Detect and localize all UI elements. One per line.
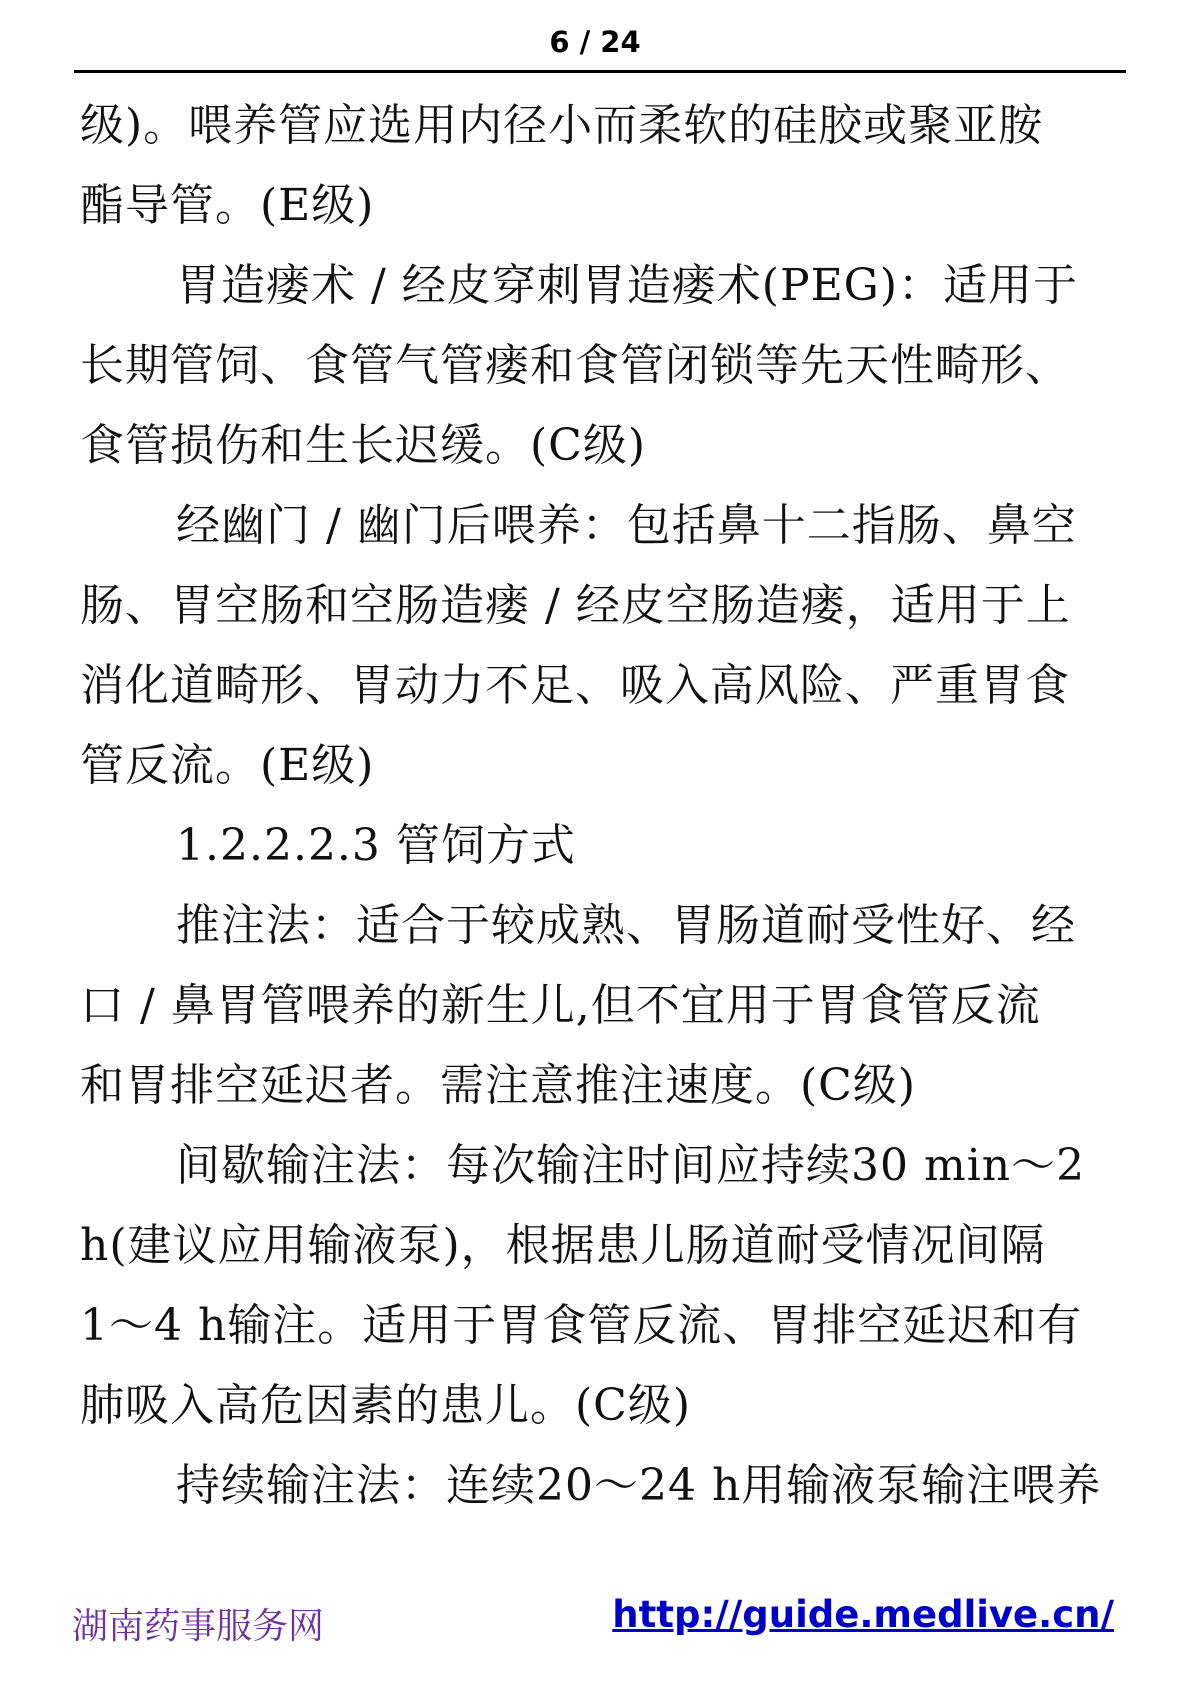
paragraph-continuous: 持续输注法：连续20～24 h用输液泵输注喂养: [176, 1460, 1102, 1511]
text-line-2: 酯导管。(E级): [80, 180, 375, 231]
text-line-9: 管反流。(E级): [80, 740, 375, 791]
paragraph-gastrostomy: 胃造瘘术 / 经皮穿刺胃造瘘术(PEG)：适用于: [176, 260, 1079, 311]
text-line-16: 1～4 h输注。适用于胃食管反流、胃排空延迟和有: [80, 1300, 1083, 1351]
page-number: 6 / 24: [549, 25, 641, 59]
text-line-1: 级)。喂养管应选用内径小而柔软的硅胶或聚亚胺: [80, 100, 1044, 151]
paragraph-intermittent: 间歇输注法：每次输注时间应持续30 min～2: [176, 1140, 1086, 1191]
text-line-8: 消化道畸形、胃动力不足、吸入高风险、严重胃食: [80, 660, 1070, 711]
text-line-12: 口 / 鼻胃管喂养的新生儿,但不宜用于胃食管反流: [80, 980, 1041, 1031]
paragraph-bolus: 推注法：适合于较成熟、胃肠道耐受性好、经: [176, 900, 1076, 951]
text-line-4: 长期管饲、食管气管瘘和食管闭锁等先天性畸形、: [80, 340, 1070, 391]
text-line-5: 食管损伤和生长迟缓。(C级): [80, 420, 646, 471]
text-line-17: 肺吸入高危因素的患儿。(C级): [80, 1380, 691, 1431]
footer-url-link[interactable]: http://guide.medlive.cn/: [612, 1593, 1114, 1636]
text-line-7: 肠、胃空肠和空肠造瘘 / 经皮空肠造瘘，适用于上: [80, 580, 1071, 631]
section-heading: 1.2.2.2.3 管饲方式: [176, 820, 576, 871]
paragraph-transpyloric: 经幽门 / 幽门后喂养：包括鼻十二指肠、鼻空: [176, 500, 1077, 551]
document-body: [80, 86, 1120, 1526]
text-line-15: h(建议应用输液泵)，根据患儿肠道耐受情况间隔: [80, 1220, 1046, 1271]
footer-site-name[interactable]: 湖南药事服务网: [72, 1606, 325, 1647]
text-line-13: 和胃排空延迟者。需注意推注速度。(C级): [80, 1060, 916, 1111]
header-divider: [74, 70, 1126, 73]
